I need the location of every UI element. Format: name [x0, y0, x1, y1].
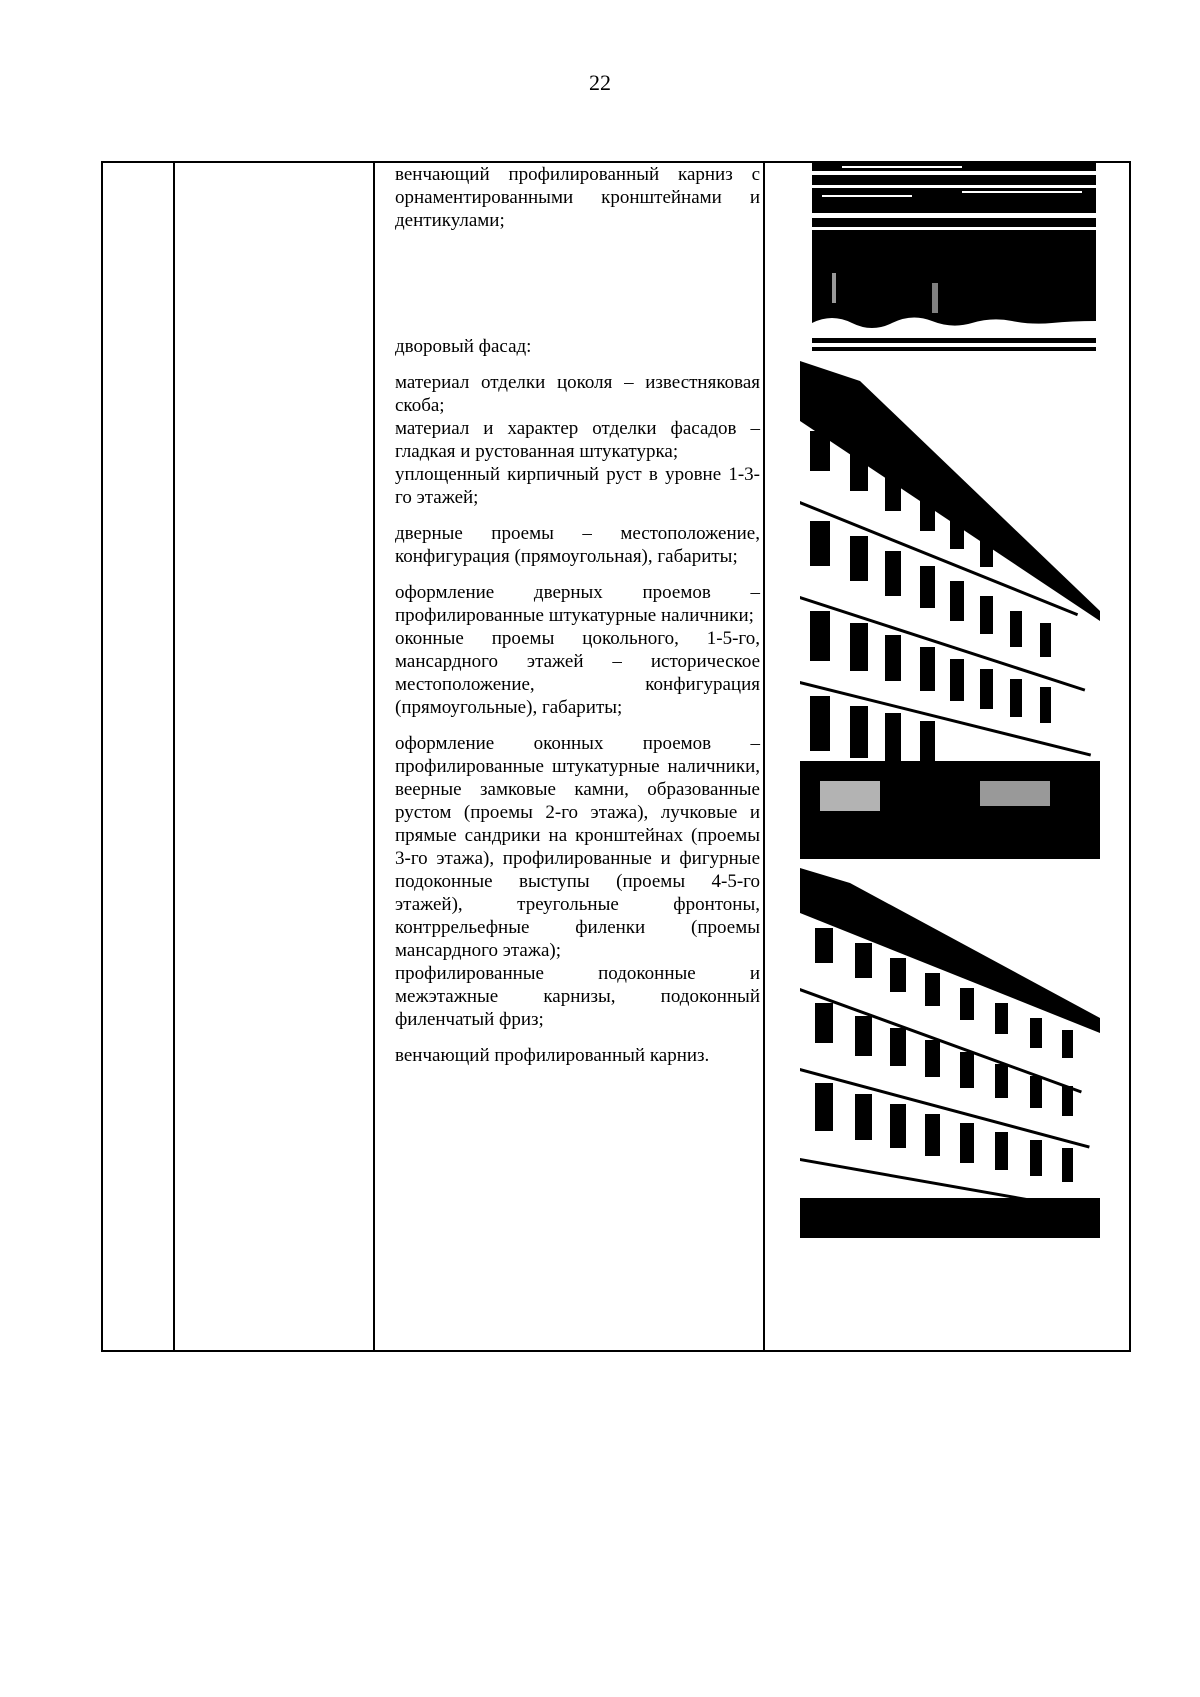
section-heading: дворовый фасад:	[395, 336, 532, 357]
feature-item: дверные проемы – местоположение, конфигурация (прямоугольная), габариты;	[395, 523, 760, 567]
feature-item: оформление оконных проемов – профилированные штукатурные наличники, веерные замковые камни, образованные рустом (проемы 2-го этажа), лучковые и прямые сандрики на кронштейнах (проемы 3-го этажа), профилированные и фигурные подоконные выступы (проемы 4-5-го этажей), треугольные фронтоны, контррельефные филенки (проемы мансардного этажа);	[395, 733, 760, 961]
feature-item: венчающий профилированный карниз с орнаментированными кронштейнами и дентикулами;	[395, 164, 760, 231]
courtyard-facade-photo-1	[800, 361, 1100, 859]
document-table	[101, 161, 1131, 1352]
column-divider	[373, 163, 375, 1350]
page-number: 22	[589, 70, 611, 95]
description-column	[384, 163, 760, 1067]
feature-item: материал и характер отделки фасадов – гладкая и рустованная штукатурка;	[395, 418, 760, 462]
courtyard-facade-photo-2	[800, 868, 1100, 1238]
feature-item: оконные проемы цокольного, 1-5-го, мансардного этажей – историческое местоположение, конфигурация (прямоугольные), габариты;	[395, 628, 760, 718]
feature-item: материал отделки цоколя – известняковая скоба;	[395, 372, 760, 416]
cornice-detail-photo	[812, 163, 1096, 356]
feature-item: профилированные подоконные и межэтажные карнизы, подоконный филенчатый фриз;	[395, 963, 760, 1030]
column-divider	[763, 163, 765, 1350]
feature-item: уплощенный кирпичный руст в уровне 1-3-го этажей;	[395, 464, 760, 508]
feature-item: оформление дверных проемов – профилированные штукатурные наличники;	[395, 582, 760, 626]
feature-item: венчающий профилированный карниз.	[395, 1045, 710, 1066]
column-divider	[173, 163, 175, 1350]
